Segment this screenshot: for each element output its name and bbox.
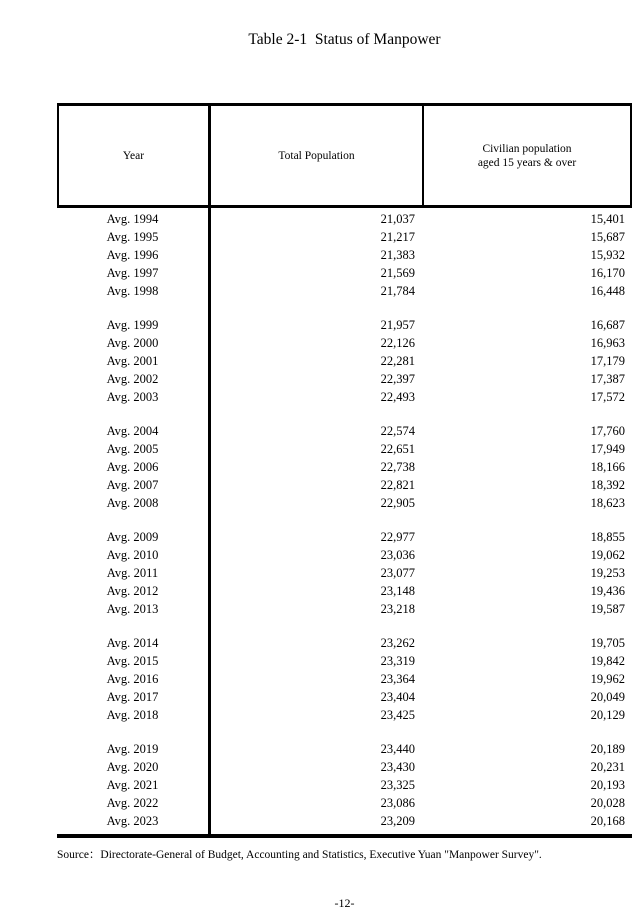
civilian-population-cell: 19,705 [590,636,625,650]
table-row [57,740,632,758]
year-cell: Avg. 2006 [106,460,159,474]
year-group [57,740,632,830]
table-row [57,388,632,406]
total-population-cell: 23,404 [380,690,415,704]
table-row [57,564,632,582]
civilian-population-cell: 20,168 [590,814,625,828]
year-cell: Avg. 2018 [106,708,159,722]
total-population-cell: 23,425 [380,708,415,722]
year-cell: Avg. 2001 [106,354,159,368]
table-row [57,458,632,476]
civilian-population-cell: 20,189 [590,742,625,756]
total-population-cell: 21,037 [380,212,415,226]
civilian-population-cell: 19,587 [590,602,625,616]
year-cell: Avg. 2009 [106,530,159,544]
total-population-cell: 23,325 [380,778,415,792]
table-row [57,758,632,776]
year-cell: Avg. 2010 [106,548,159,562]
total-population-cell: 23,430 [380,760,415,774]
total-population-cell: 22,977 [380,530,415,544]
year-cell: Avg. 2017 [106,690,159,704]
table-row [57,210,632,228]
table-row [57,264,632,282]
table-row [57,246,632,264]
table-row [57,546,632,564]
table-row [57,282,632,300]
table-row [57,528,632,546]
total-population-cell: 22,126 [380,336,415,350]
header-civilian-population [424,106,630,205]
civilian-population-cell: 20,129 [590,708,625,722]
table-row [57,352,632,370]
table-row [57,688,632,706]
source-note: Source：Directorate-General of Budget, Accounting and Statistics, Executive Yuan "Manpower Survey". [57,849,542,861]
total-population-cell: 21,784 [380,284,415,298]
total-population-cell: 23,077 [380,566,415,580]
civilian-population-cell: 15,401 [590,212,625,226]
year-cell: Avg. 2019 [106,742,159,756]
civilian-population-cell: 19,962 [590,672,625,686]
table-row [57,440,632,458]
table-row [57,812,632,830]
year-group [57,422,632,512]
page-title: Table 2-1 Status of Manpower [248,31,441,48]
year-cell: Avg. 2004 [106,424,159,438]
table-row [57,476,632,494]
table-row [57,422,632,440]
year-group [57,316,632,406]
year-cell: Avg. 1994 [106,212,159,226]
total-population-cell: 22,738 [380,460,415,474]
year-cell: Avg. 2015 [106,654,159,668]
civilian-population-cell: 18,166 [590,460,625,474]
year-group [57,528,632,618]
total-population-cell: 23,364 [380,672,415,686]
header-year [59,106,211,205]
civilian-population-cell: 17,949 [590,442,625,456]
table-row [57,670,632,688]
table-row [57,494,632,512]
civilian-population-cell: 17,179 [590,354,625,368]
civilian-population-cell: 18,623 [590,496,625,510]
table-row [57,228,632,246]
year-cell: Avg. 1999 [106,318,159,332]
total-population-cell: 22,281 [380,354,415,368]
civilian-population-cell: 16,170 [590,266,625,280]
total-population-cell: 21,569 [380,266,415,280]
header-total-population [211,106,424,205]
civilian-population-cell: 20,193 [590,778,625,792]
year-cell: Avg. 1997 [106,266,159,280]
total-population-cell: 22,821 [380,478,415,492]
civilian-population-cell: 16,687 [590,318,625,332]
total-population-cell: 22,493 [380,390,415,404]
civilian-population-cell: 17,387 [590,372,625,386]
year-cell: Avg. 2021 [106,778,159,792]
year-cell: Avg. 2011 [106,566,159,580]
year-cell: Avg. 2003 [106,390,159,404]
civilian-population-cell: 20,028 [590,796,625,810]
header-total-population-label: Total Population [278,149,355,162]
total-population-cell: 21,217 [380,230,415,244]
civilian-population-cell: 19,062 [590,548,625,562]
year-cell: Avg. 2014 [106,636,159,650]
total-population-cell: 23,319 [380,654,415,668]
year-cell: Avg. 2016 [106,672,159,686]
total-population-cell: 22,651 [380,442,415,456]
year-cell: Avg. 2023 [106,814,159,828]
table-row [57,794,632,812]
civilian-population-cell: 18,392 [590,478,625,492]
year-cell: Avg. 2000 [106,336,159,350]
table-row [57,334,632,352]
civilian-population-cell: 18,855 [590,530,625,544]
table-row [57,652,632,670]
total-population-cell: 22,397 [380,372,415,386]
header-civilian-line1: Civilian population [482,142,572,155]
year-cell: Avg. 2022 [106,796,159,810]
total-population-cell: 23,209 [380,814,415,828]
total-population-cell: 23,036 [380,548,415,562]
page-number: -12- [334,896,355,910]
table-row [57,370,632,388]
total-population-cell: 21,383 [380,248,415,262]
year-cell: Avg. 1998 [106,284,159,298]
year-cell: Avg. 2012 [106,584,159,598]
total-population-cell: 22,574 [380,424,415,438]
year-cell: Avg. 2007 [106,478,159,492]
total-population-cell: 21,957 [380,318,415,332]
civilian-population-cell: 20,049 [590,690,625,704]
civilian-population-cell: 17,760 [590,424,625,438]
manpower-table [57,103,632,838]
year-cell: Avg. 1995 [106,230,159,244]
civilian-population-cell: 17,572 [590,390,625,404]
year-group [57,634,632,724]
table-row [57,634,632,652]
civilian-population-cell: 19,842 [590,654,625,668]
year-cell: Avg. 2013 [106,602,159,616]
year-cell: Avg. 2020 [106,760,159,774]
table-row [57,582,632,600]
civilian-population-cell: 20,231 [590,760,625,774]
year-cell: Avg. 1996 [106,248,159,262]
table-row [57,316,632,334]
table-row [57,600,632,618]
civilian-population-cell: 19,436 [590,584,625,598]
header-civilian-line2: aged 15 years & over [477,156,577,169]
year-cell: Avg. 2008 [106,496,159,510]
year-group [57,210,632,300]
column-divider-line [208,208,211,834]
total-population-cell: 23,440 [380,742,415,756]
total-population-cell: 23,218 [380,602,415,616]
table-body [57,208,632,838]
civilian-population-cell: 15,932 [590,248,625,262]
header-year-label: Year [122,149,145,162]
year-cell: Avg. 2005 [106,442,159,456]
civilian-population-cell: 15,687 [590,230,625,244]
total-population-cell: 23,148 [380,584,415,598]
table-row [57,776,632,794]
year-cell: Avg. 2002 [106,372,159,386]
table-header-row [57,103,632,208]
civilian-population-cell: 16,448 [590,284,625,298]
total-population-cell: 23,086 [380,796,415,810]
civilian-population-cell: 19,253 [590,566,625,580]
total-population-cell: 23,262 [380,636,415,650]
table-row [57,706,632,724]
total-population-cell: 22,905 [380,496,415,510]
civilian-population-cell: 16,963 [590,336,625,350]
